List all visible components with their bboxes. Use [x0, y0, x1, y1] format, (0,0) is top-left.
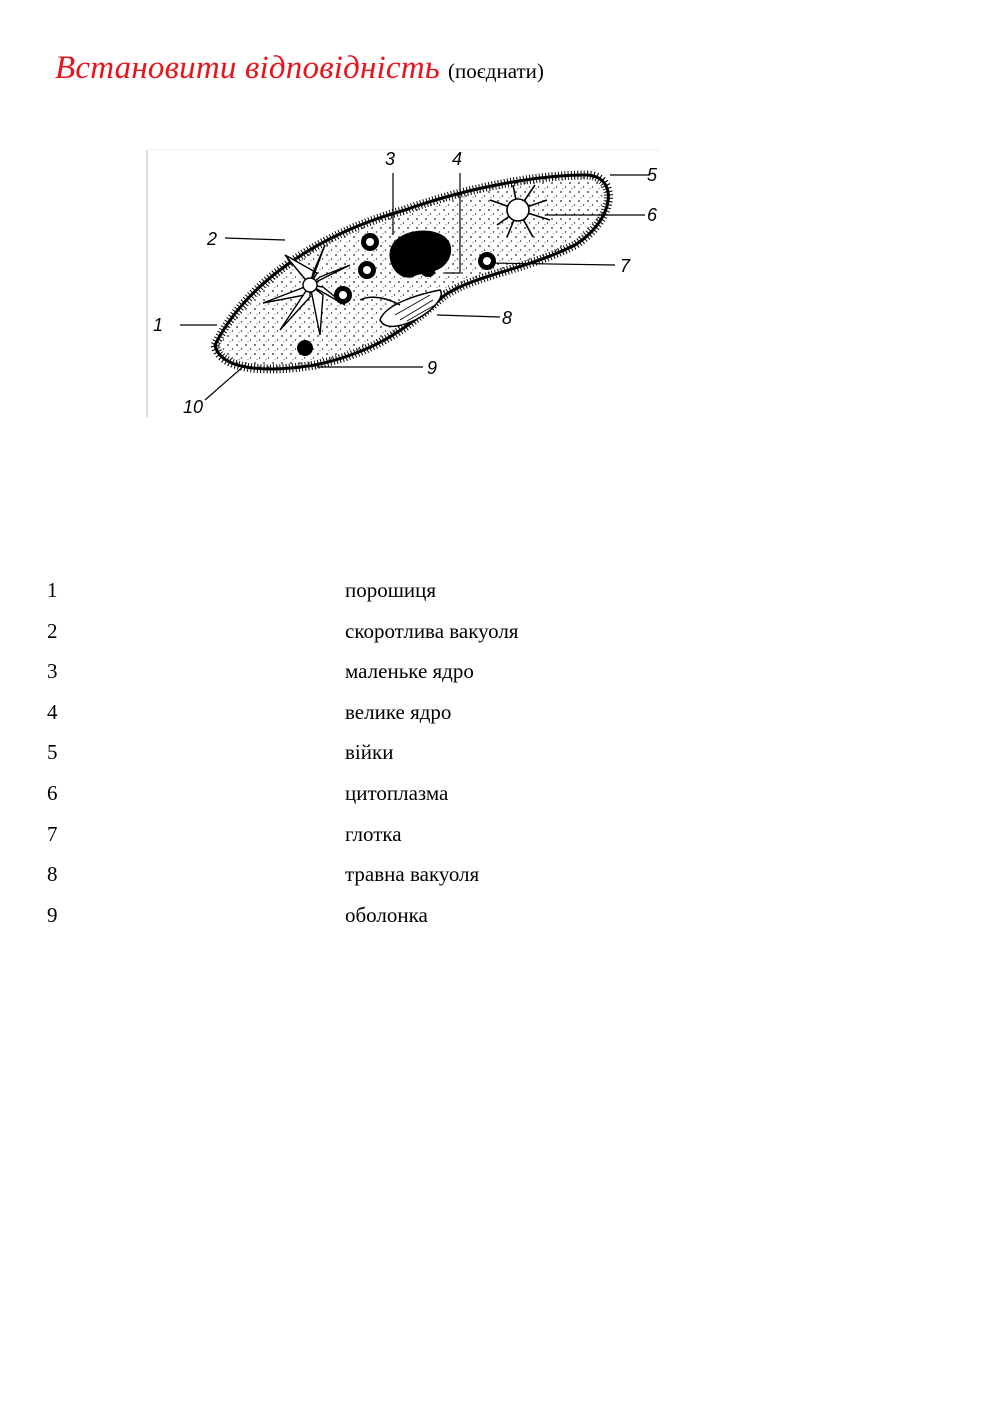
- item-number: 6: [47, 780, 58, 805]
- item-number: 5: [47, 740, 58, 765]
- item-term[interactable]: травна вакуоля: [345, 862, 480, 887]
- list-item: [47, 903, 747, 944]
- diagram-label-4: 4: [452, 149, 463, 169]
- item-number: 7: [47, 821, 58, 846]
- list-item: [47, 862, 747, 903]
- item-term[interactable]: оболонка: [345, 902, 428, 927]
- list-item: [47, 781, 747, 822]
- item-term[interactable]: порошиця: [345, 578, 437, 602]
- diagram-label-7: 7: [620, 256, 631, 276]
- page-subtitle: (поєднати): [448, 59, 544, 83]
- diagram-label-3: 3: [385, 149, 396, 169]
- page-title: Встановити відповідність: [55, 50, 441, 86]
- item-number: 9: [47, 902, 58, 927]
- paramecium-diagram: [145, 145, 665, 420]
- item-number: 2: [47, 618, 58, 643]
- item-term[interactable]: скоротлива вакуоля: [345, 618, 519, 643]
- list-item: [47, 659, 747, 700]
- item-number: 8: [47, 862, 58, 887]
- list-item: [47, 740, 747, 781]
- item-number: 1: [47, 578, 58, 602]
- diagram-label-9: 9: [427, 358, 438, 378]
- list-item: [47, 619, 747, 660]
- list-item: [47, 578, 747, 619]
- item-term[interactable]: маленьке ядро: [345, 659, 474, 684]
- diagram-label-8: 8: [502, 308, 513, 328]
- micronucleus: [421, 267, 435, 277]
- diagram-label-6: 6: [647, 205, 658, 225]
- page-heading: [55, 50, 544, 87]
- list-item: [47, 700, 747, 741]
- item-number: 4: [47, 699, 58, 724]
- item-term[interactable]: цитоплазма: [345, 780, 449, 805]
- item-term[interactable]: війки: [345, 740, 394, 765]
- diagram-label-5: 5: [647, 165, 658, 185]
- diagram-label-10: 10: [183, 397, 204, 417]
- diagram-label-1: 1: [153, 315, 164, 335]
- diagram-label-2: 2: [207, 229, 218, 249]
- matching-list: [47, 578, 747, 943]
- item-term[interactable]: велике ядро: [345, 699, 452, 724]
- item-term[interactable]: глотка: [345, 821, 402, 846]
- item-number: 3: [47, 659, 58, 684]
- list-item: [47, 822, 747, 863]
